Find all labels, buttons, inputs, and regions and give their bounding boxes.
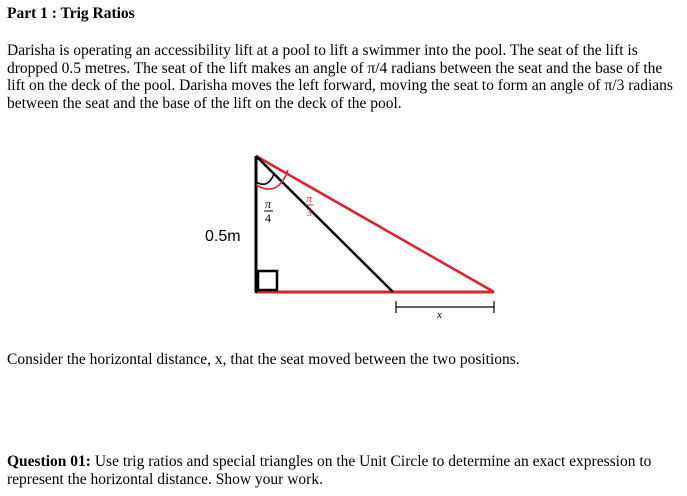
part-title: Part 1 : Trig Ratios: [7, 5, 135, 22]
red-hypotenuse: [256, 156, 494, 292]
question-label: Question 01:: [7, 453, 91, 470]
angle-pi3-numerator: π: [306, 193, 312, 205]
question-01: [7, 453, 682, 488]
angle-pi4-numerator: π: [264, 197, 272, 211]
angle-arc-black: [256, 174, 274, 184]
problem-statement: Darisha is operating an accessibility lift at a pool to lift a swimmer into the pool. The seat of the lift is dropped 0.5 metres. The seat of the lift makes an angle of π/4 radians between the seat and the base of the lift on the deck of the pool. Darisha moves the left forward, moving the seat to form an angle of π/3 radians between the seat and the base of the lift on the deck of the pool.: [7, 42, 673, 112]
height-label: 0.5m: [205, 228, 241, 245]
distance-label: x: [437, 309, 442, 321]
question-text: Use trig ratios and special triangles on the Unit Circle to determine an exact expression to represent the horizontal distance. Show your work.: [7, 453, 652, 488]
angle-pi3-denominator: 3: [306, 207, 312, 219]
consider-statement: Consider the horizontal distance, x, that the seat moved between the two positions.: [7, 351, 520, 368]
angle-pi4-denominator: 4: [265, 211, 271, 225]
right-angle-marker: [258, 271, 277, 290]
